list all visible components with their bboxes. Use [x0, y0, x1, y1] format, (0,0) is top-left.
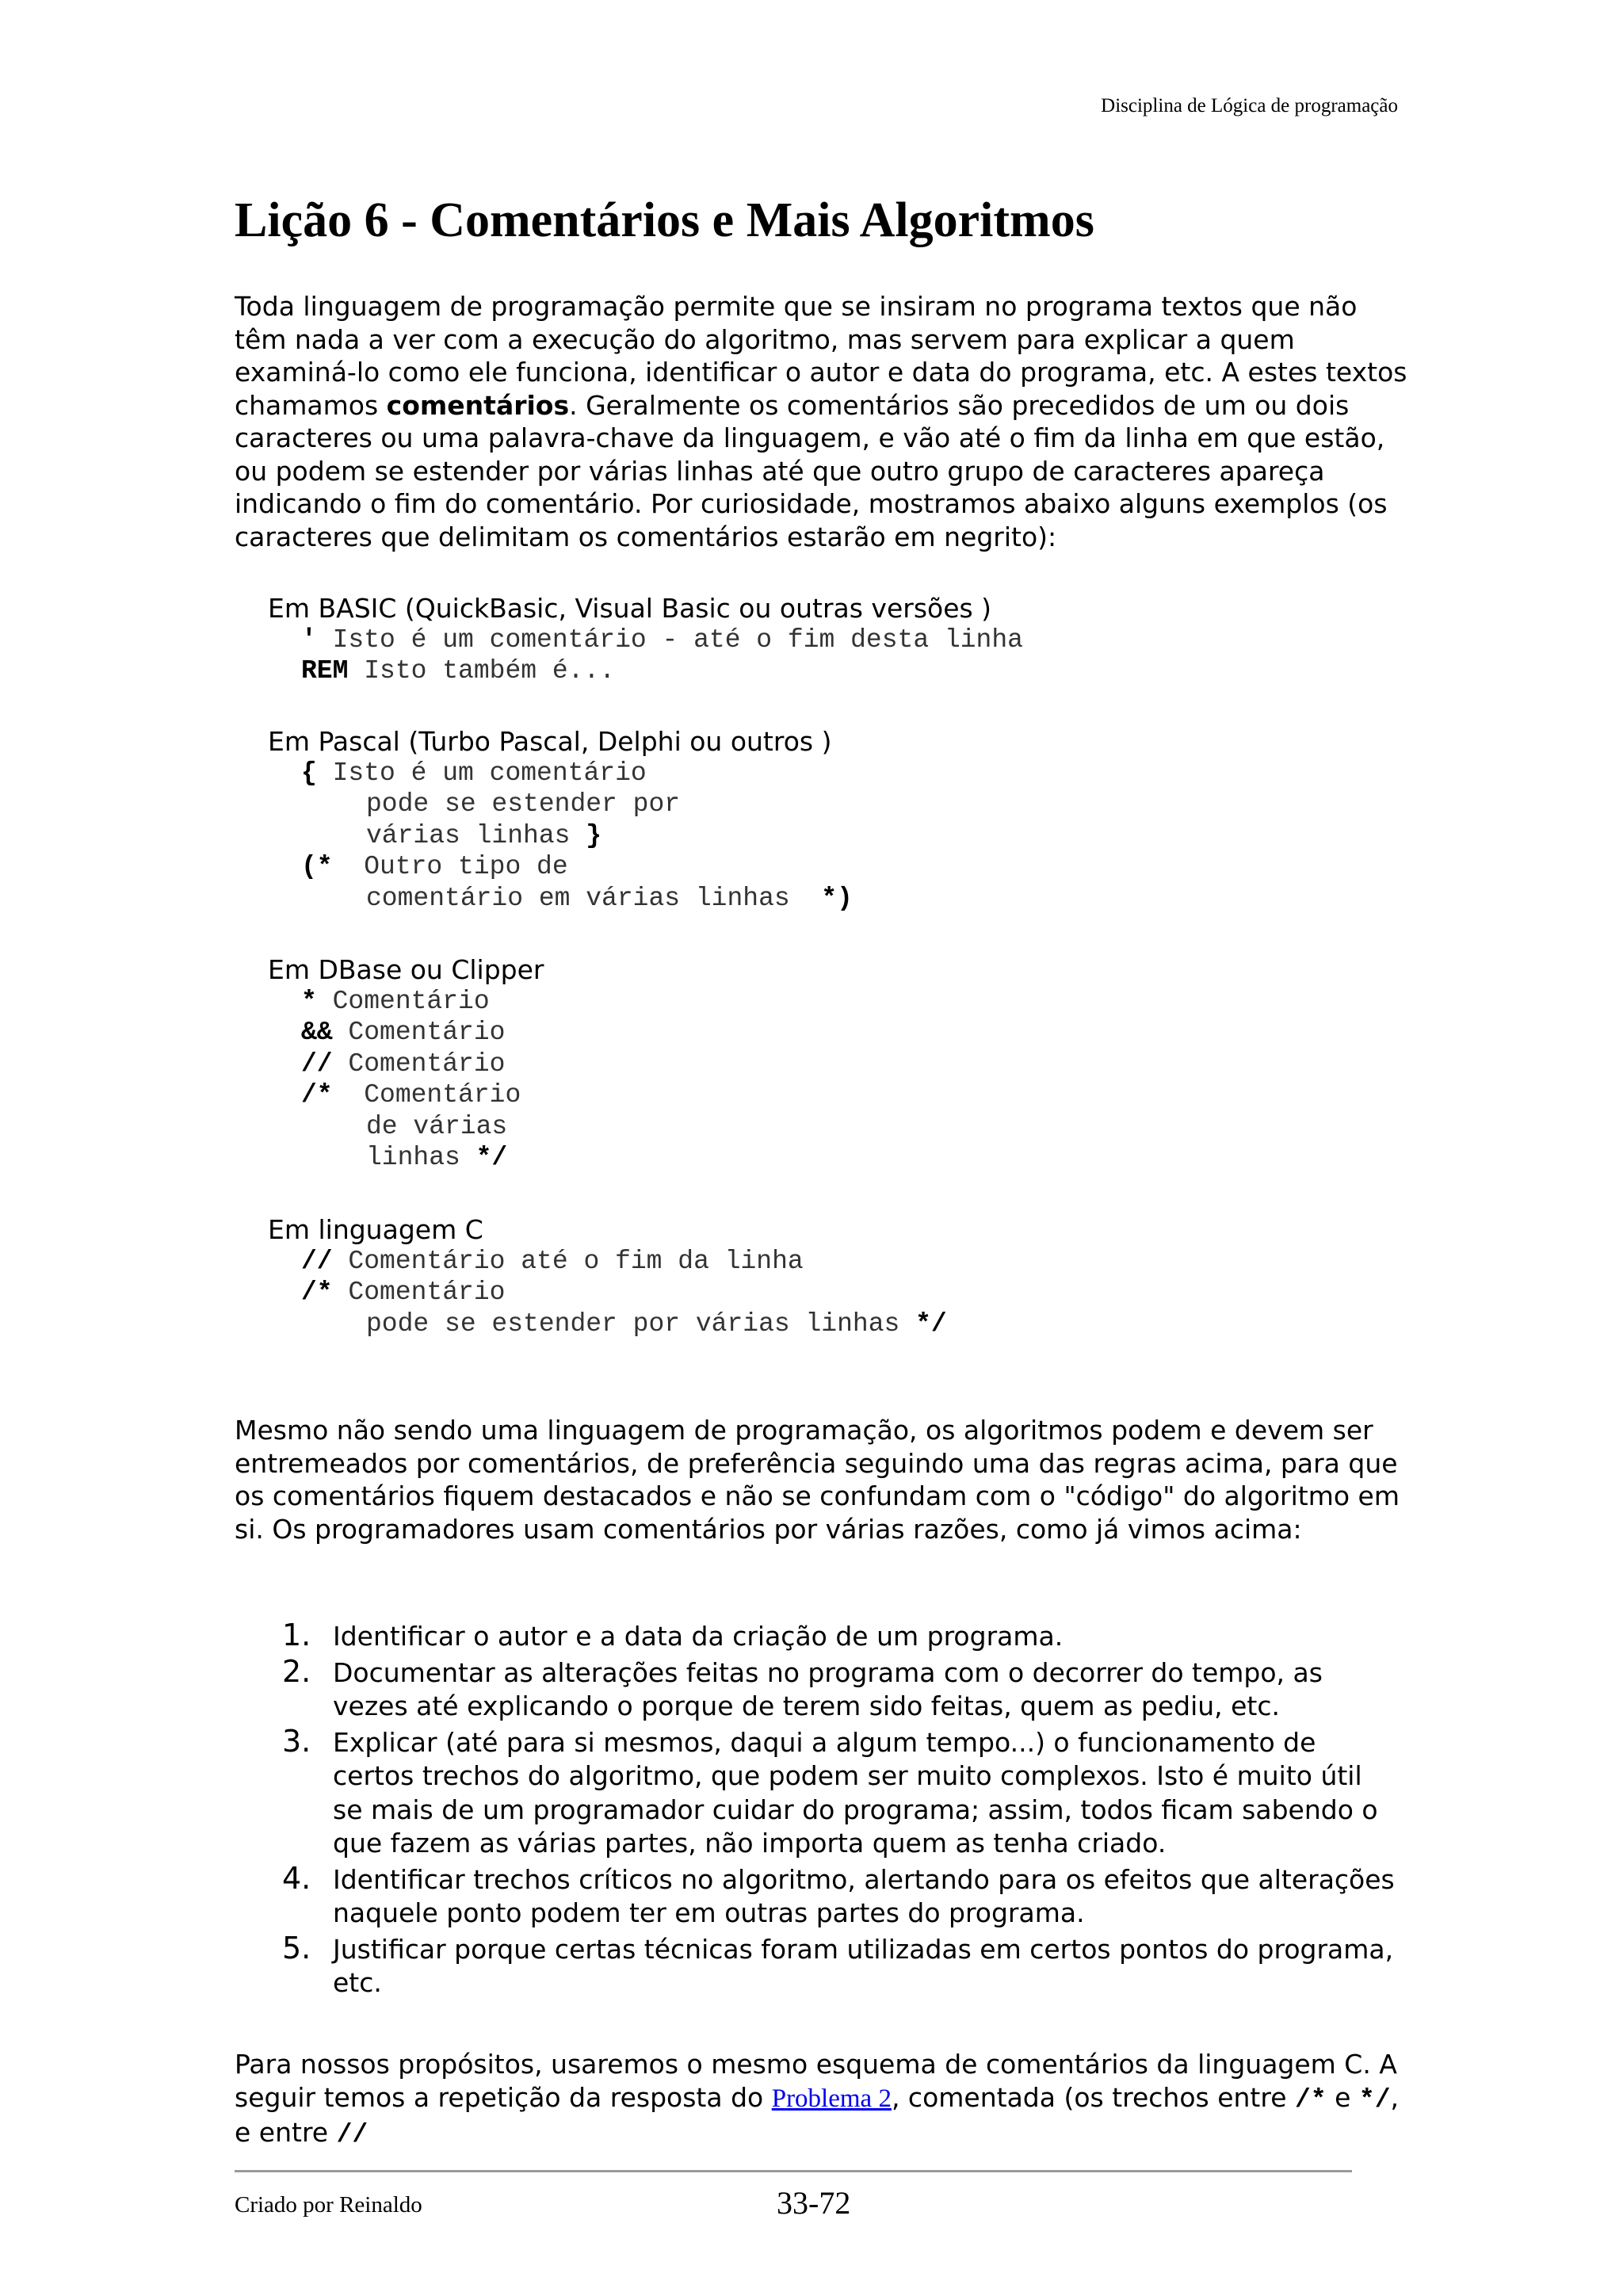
example-basic-heading: Em BASIC (QuickBasic, Visual Basic ou outras versões ) — [268, 593, 992, 624]
comment-text: comentário em várias linhas — [366, 883, 822, 913]
lesson-title: Lição 6 - Comentários e Mais Algoritmos — [235, 193, 1094, 247]
comment-text: Comentário — [332, 1049, 506, 1079]
code-line — [268, 655, 1023, 687]
comment-delimiter: } — [586, 820, 602, 850]
intro-text-2: . Geralmente os comentários são precedidos de um ou dois caracteres ou uma palavra-chave da linguagem, e vão até o fim da linha em que estão, ou podem se estender por várias linhas até que outro grupo de caracteres apareça indicando o fim do comentário. Por curiosidade, mostramos abaixo alguns exemplos (os caracteres que delimitam os comentários estarão em negrito): — [235, 389, 1388, 552]
comment-text: de várias — [366, 1111, 508, 1141]
inline-code-line: // — [336, 2120, 369, 2149]
algorithms-paragraph: Mesmo não sendo uma linguagem de programação, os algoritmos podem e devem ser entremeados por comentários, de preferência seguindo uma das regras acima, para que os comentários fiquem destacados e não se confundam com o "código" do algoritmo em si. Os programadores usam comentários por várias razões, como já vimos acima: — [235, 1415, 1400, 1545]
intro-text-1: Toda linguagem de programação permite que se insiram no programa textos que não têm nada a ver com a execução do algoritmo, mas servem para explicar a quem examiná-lo como ele funciona, identificar o autor e data do programa, etc. A estes textos chamamos — [235, 291, 1407, 421]
inline-code-close: */ — [1358, 2084, 1391, 2115]
comment-text: Comentário — [332, 1080, 521, 1110]
code-line — [268, 1277, 947, 1308]
purposes-text-3: e — [1326, 2081, 1359, 2113]
purposes-text-1: Para nossos propósitos, usaremos o mesmo esquema de comentários da linguagem C. A seguir temos a repetição da resposta do — [235, 2049, 1397, 2113]
comment-text: linhas — [366, 1143, 476, 1172]
comment-delimiter: REM — [301, 656, 349, 686]
code-line — [268, 1017, 544, 1049]
example-pascal-heading: Em Pascal (Turbo Pascal, Delphi ou outros ) — [268, 726, 832, 757]
footer-author: Criado por Reinaldo — [235, 2192, 422, 2218]
running-header: Disciplina de Lógica de programação — [1101, 95, 1398, 117]
code-line — [268, 625, 1023, 656]
comment-delimiter: *) — [821, 883, 853, 913]
comment-text: Isto é um comentário — [316, 758, 647, 788]
problema-2-link[interactable]: Problema 2 — [771, 2084, 892, 2113]
list-number: 5. — [282, 1930, 311, 1966]
comment-text: várias linhas — [366, 820, 586, 850]
example-basic — [268, 593, 1023, 687]
list-item-text: Justificar porque certas técnicas foram utilizadas em certos pontos do programa, etc. — [333, 1933, 1394, 1998]
code-line — [268, 883, 853, 915]
footer-divider — [235, 2170, 1352, 2172]
purposes-text-2: , comentada (os trechos entre — [891, 2081, 1296, 2113]
list-item — [235, 1723, 1400, 1861]
code-line — [268, 1049, 544, 1080]
list-item-text: Documentar as alterações feitas no programa com o decorrer do tempo, as vezes até explicando o porque de terem sido feitas, quem as pediu, etc. — [333, 1656, 1323, 1721]
code-line — [268, 1142, 544, 1174]
comment-delimiter: * — [301, 986, 317, 1016]
list-number: 4. — [282, 1860, 311, 1896]
comment-delimiter: */ — [475, 1143, 508, 1172]
comment-text: Comentário — [316, 986, 490, 1016]
code-line — [268, 1079, 544, 1111]
comment-text: pode se estender por várias linhas — [366, 1308, 916, 1339]
comment-text: Isto é um comentário - até o fim desta linha — [316, 625, 1023, 655]
comment-delimiter: */ — [915, 1308, 947, 1339]
list-item — [235, 1930, 1400, 2000]
comment-delimiter: // — [301, 1246, 333, 1276]
comment-delimiter: /* — [301, 1080, 333, 1110]
example-c-heading: Em linguagem C — [268, 1214, 483, 1245]
list-item — [235, 1653, 1400, 1724]
code-line — [268, 820, 853, 852]
list-item-text: Explicar (até para si mesmos, daqui a algum tempo...) o funcionamento de certos trechos do algoritmo, que podem ser muito complexos. Isto é muito útil se mais de um programador cuidar do programa; assim, todos ficam sabendo o que fazem as várias partes, não importa quem as tenha criado. — [333, 1726, 1378, 1859]
example-pascal — [268, 726, 853, 914]
list-item — [235, 1620, 1400, 1654]
list-item-text: Identificar o autor e a data da criação de um programa. — [333, 1621, 1064, 1652]
reasons-list — [235, 1620, 1400, 2003]
comment-text: Isto também é... — [348, 656, 616, 686]
code-line — [268, 1246, 947, 1278]
list-number: 3. — [282, 1723, 311, 1759]
comment-text: Comentário — [332, 1278, 506, 1307]
comment-delimiter: /* — [301, 1278, 333, 1307]
code-line — [268, 789, 853, 820]
list-number: 2. — [282, 1653, 311, 1689]
comment-text: Comentário — [332, 1018, 506, 1047]
code-line — [268, 1308, 947, 1340]
comment-delimiter: ' — [301, 625, 317, 655]
purposes-text-4: , e entre — [235, 2081, 1400, 2148]
example-dbase — [268, 954, 544, 1174]
comment-delimiter: // — [301, 1049, 333, 1079]
example-c — [268, 1214, 947, 1339]
intro-bold-term: comentários — [386, 389, 570, 421]
code-line — [268, 758, 853, 789]
intro-paragraph — [235, 290, 1407, 553]
list-item — [235, 1860, 1400, 1931]
inline-code-open: /* — [1295, 2084, 1327, 2115]
comment-text: Outro tipo de — [332, 852, 568, 881]
comment-text: pode se estender por — [366, 789, 681, 819]
purposes-paragraph — [235, 2048, 1407, 2152]
code-line — [268, 851, 853, 883]
list-number: 1. — [282, 1618, 311, 1652]
code-line — [268, 1111, 544, 1143]
page-number: 33-72 — [777, 2185, 851, 2221]
comment-text: Comentário até o fim da linha — [332, 1246, 804, 1276]
comment-delimiter: { — [301, 758, 317, 788]
list-item-text: Identificar trechos críticos no algoritmo, alertando para os efeitos que alterações naquele ponto podem ter em outras partes do programa. — [333, 1863, 1395, 1928]
example-dbase-heading: Em DBase ou Clipper — [268, 954, 544, 985]
comment-delimiter: (* — [301, 852, 333, 881]
comment-delimiter: && — [301, 1018, 333, 1047]
code-line — [268, 986, 544, 1018]
